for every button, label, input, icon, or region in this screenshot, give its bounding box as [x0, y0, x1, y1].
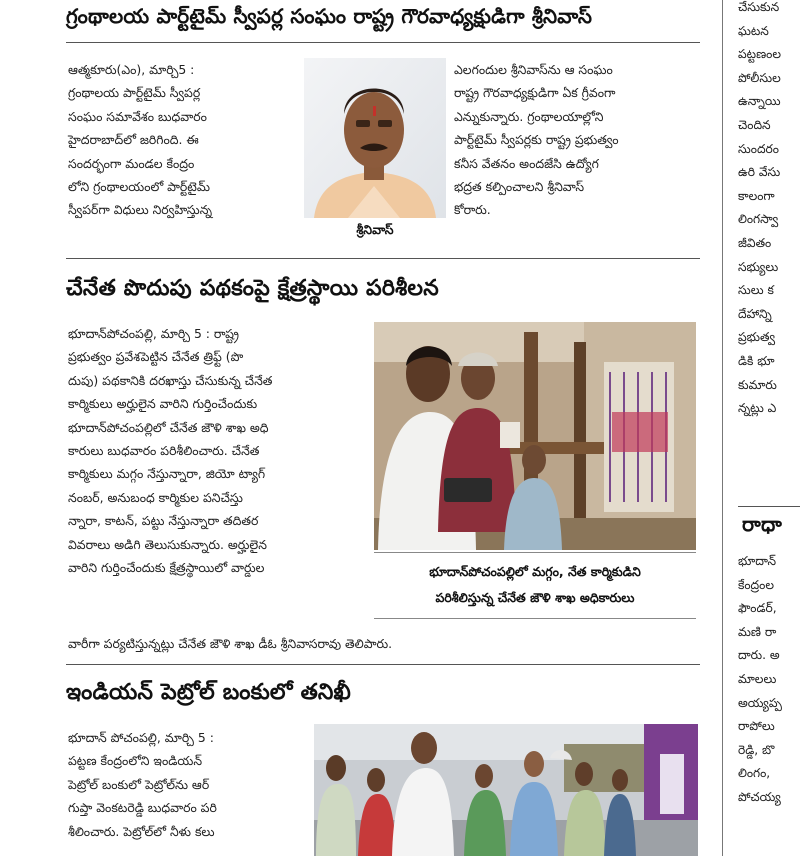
- article1-left-text: ఆత్మకూరు(ఎం), మార్చి5 : గ్రంథాలయ పార్ట్‌టైమ్ స్వీపర్ల సంఘం సమావేశం బుధవారం హైదరాబాద్‌లో జరిగింది. ఈ సందర్భంగా మండల కేంద్రం లోని గ్రంథాలయంలో పార్ట్‌టైమ్ స్వీపర్‌గా విధులు నిర్వహిస్తున్న: [68, 62, 213, 218]
- article2-text: భూదాన్‌పోచంపల్లి, మార్చి 5 : రాష్ట్ర ప్రభుత్వం ప్రవేశపెట్టిన చేనేత త్రిఫ్ట్ (పొ దుపు) పథకానికి దరఖాస్తు చేసుకున్న చేనేత కార్మికులు అర్హులైన వారిని గుర్తించేందుకు భూదాన్‌పోచంపల్లిలో చేనేత జౌళి శాఖ అధి కారులు బుధవారం పరిశీలించారు. చేనేత కార్మికులు మగ్గం నేస్తున్నారా, జియో ట్యాగ్ నంబర్, అనుబంధ కార్మికుల పనిచేస్తు న్నారా, కాటన్, పట్టు నేస్తున్నారా తదితర వివరాలు అడిగి తెలుసుకున్నారు. అర్హులైన వారిని గుర్తించేందుకు క్షేత్రస్థాయిలో వార్డుల: [68, 326, 273, 576]
- side-column-bottom-text: భూదాన్ కేంద్రంల ఫౌండర్, మణి రా దారు. అ మాలలు అయ్యప్ప రాపోలు రెడ్డి, బొ లింగం, పోచయ్య: [738, 554, 782, 804]
- article3-text: భూదాన్ పోచంపల్లి, మార్చి 5 : పట్టణ కేంద్రంలోని ఇండియన్ పెట్రోల్ బంకులో పెట్రోల్‌ను ఆర్ గుప్తా వెంకటరెడ్డి బుధవారం పరి శీలించారు. పెట్రోల్‌లో నీళు కలు: [68, 730, 217, 839]
- column-divider: [722, 0, 723, 856]
- article2-photo-caption-line1: భూదాన్‌పోచంపల్లిలో మగ్గం, నేత కార్మికుడిని: [429, 564, 641, 579]
- article2-loom-photo: [374, 322, 696, 550]
- article2-photo-caption-rule-bottom: [374, 618, 696, 619]
- article3-petrol-bunk-photo: [314, 724, 698, 856]
- article1-headline: గ్రంథాలయ పార్ట్‌టైమ్ స్వీపర్ల సంఘం రాష్ట్ర గౌరవాధ్యక్షుడిగా శ్రీనివాస్: [66, 4, 593, 28]
- article1-headline-rule: [66, 42, 700, 43]
- article1-right-text: ఎలగందుల శ్రీనివాస్‌ను ఆ సంఘం రాష్ట్ర గౌరవాధ్యక్షుడిగా ఏక గ్రీవంగా ఎన్నుకున్నారు. గ్రంథాలయాల్లోని పార్ట్‌టైమ్ స్వీపర్లకు రాష్ట్ర ప్రభుత్వం కనీస వేతనం అందజేసి ఉద్యోగ భద్రత కల్పించాలని శ్రీనివాస్ కోరారు.: [454, 62, 619, 218]
- side-column-top-text: చేసుకున ఘటన పట్టణంల పోలీసుల ఉన్నాయి చెందిన సుందరం ఉరి వేసు కాలంగా లింగస్వా జీవితం సభ్యులు సులు క దేహాన్ని ప్రభుత్వ డికి భూ కుమారు న్నట్లు ఎ: [738, 0, 781, 416]
- article1-portrait-photo: [304, 58, 446, 218]
- article1-bottom-rule: [66, 258, 700, 259]
- article2-headline: చేనేత పొదుపు పథకంపై క్షేత్రస్థాయి పరిశీలన: [66, 276, 439, 301]
- side-column-rule: [738, 506, 800, 507]
- article1-photo-caption: శ్రీనివాస్: [356, 222, 394, 237]
- article2-photo-caption-line2: పరిశీలిస్తున్న చేనేత జౌళి శాఖ అధికారులు: [435, 590, 635, 605]
- side-column-headline: రాధా: [742, 512, 782, 536]
- article2-bottom-rule: [66, 664, 700, 665]
- article3-headline: ఇండియన్ పెట్రోల్ బంకులో తనిఖీ: [66, 680, 352, 705]
- article2-last-line: వారీగా పర్యటిస్తున్నట్లు చేనేత జౌళి శాఖ డీఓ శ్రీనివాసరావు తెలిపారు.: [68, 636, 393, 651]
- article2-photo-caption-rule-top: [374, 552, 696, 553]
